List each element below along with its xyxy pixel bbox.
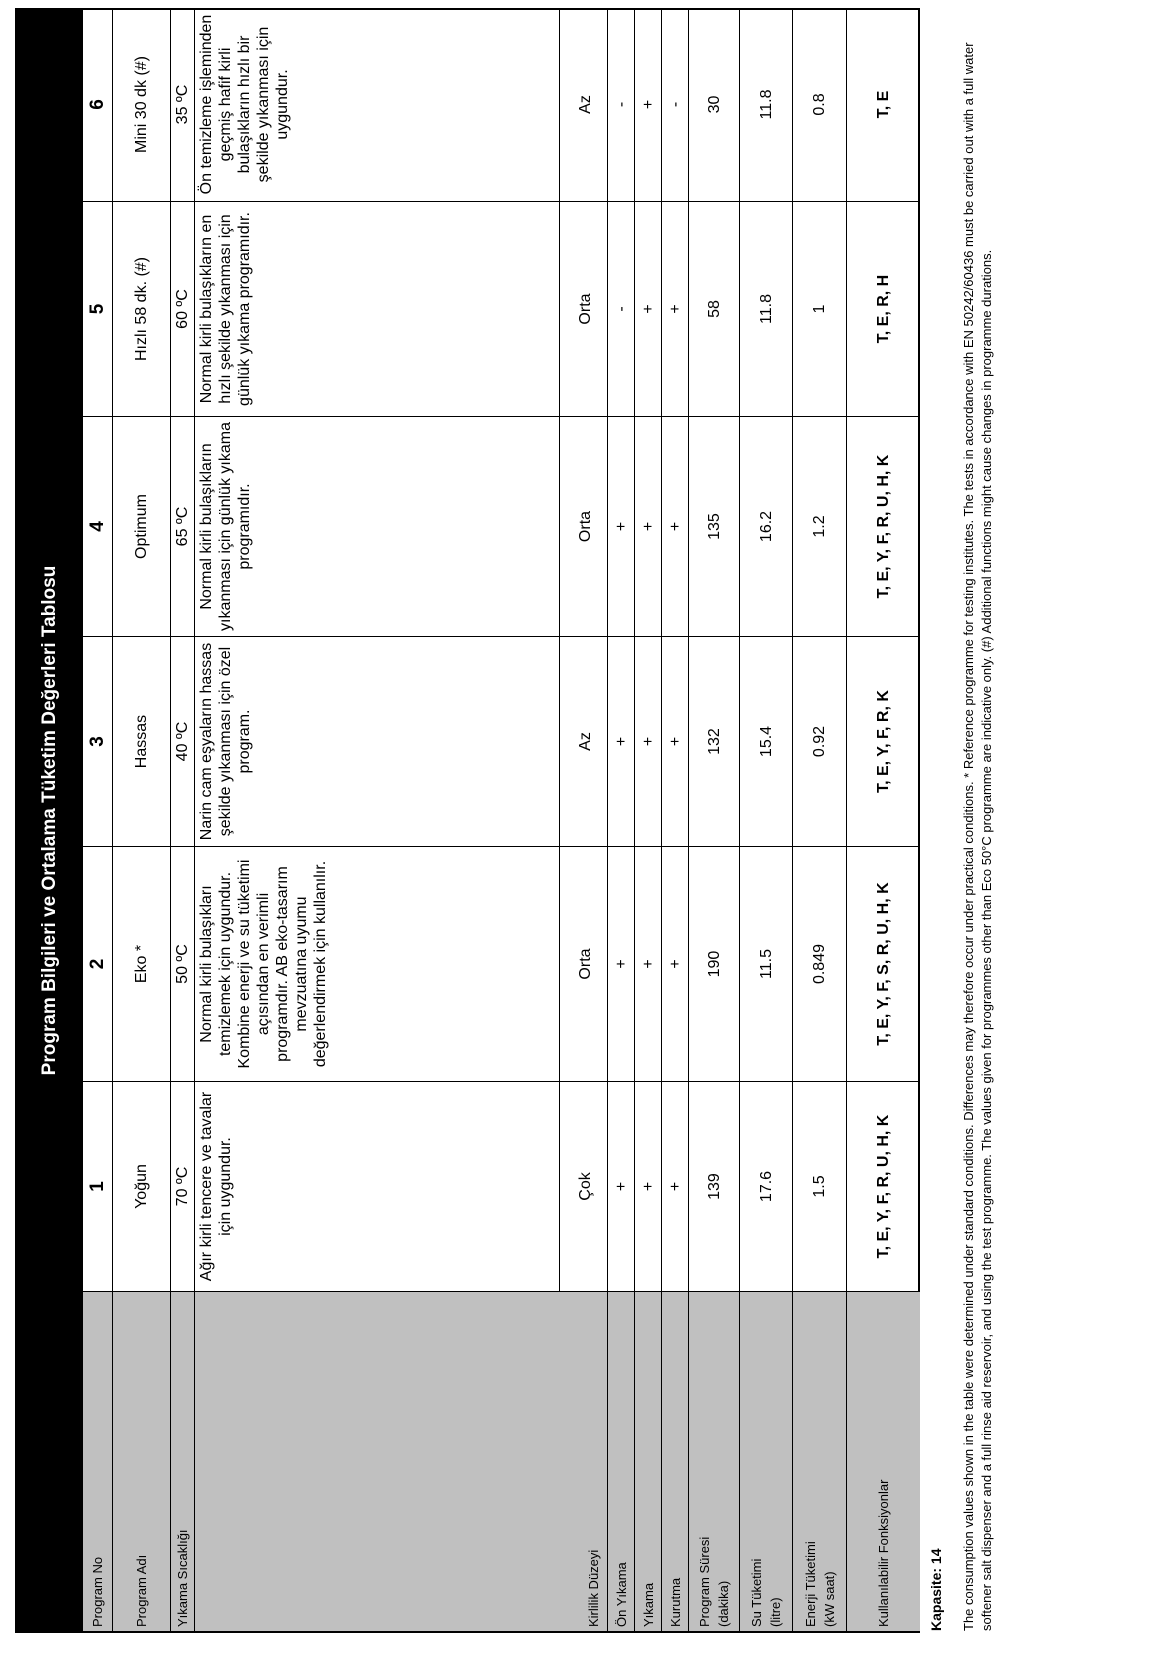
energy-5: 1 [793, 201, 846, 416]
dry-5: + [662, 201, 688, 416]
label-prewash: Ön Yıkama [608, 1291, 634, 1631]
temp-1: 70 ºC [171, 1081, 194, 1291]
label-duration: Program Süresi (dakika) [689, 1291, 739, 1631]
label-program-no: Program No [83, 1291, 112, 1631]
program-no-5: 5 [83, 201, 112, 416]
row-dry [662, 10, 689, 1631]
water-5: 11.8 [740, 201, 792, 416]
wash-5: + [635, 201, 661, 416]
soil-value-4: Orta [559, 417, 610, 636]
wash-2: + [635, 846, 661, 1081]
dry-6: - [666, 101, 684, 108]
row-temperature [171, 10, 195, 1631]
program-name-1: Yoğun [113, 1081, 170, 1291]
program-name-6: Mini 30 dk (#) [133, 56, 150, 153]
capacity-label: Kapasite: 14 [928, 1548, 944, 1631]
label-program-name: Program Adı [113, 1291, 170, 1631]
program-name-2: Eko * [113, 846, 170, 1081]
label-functions: Kullanılabilir Fonksiyonlar [847, 1291, 920, 1631]
functions-4: T, E, Y, F, R, U, H, K [847, 416, 920, 636]
program-table [15, 8, 920, 1633]
prewash-2: + [608, 846, 634, 1081]
functions-1: T, E, Y, F, R, U, H, K [847, 1081, 920, 1291]
prewash-5: - [608, 201, 634, 416]
row-water [740, 10, 793, 1631]
water-1: 17.6 [740, 1081, 792, 1291]
temp-6: 35 ºC [174, 84, 191, 125]
duration-3: 132 [689, 636, 739, 846]
program-desc-6: Ön temizleme işleminden geçmiş hafif kirli bulaşıkların hızlı bir şekilde yıkanması için uygundur. [198, 14, 291, 195]
soil-value-5: Orta [559, 202, 610, 416]
soil-value-1: Çok [559, 1082, 610, 1291]
water-4: 16.2 [740, 416, 792, 636]
program-no-1: 1 [83, 1081, 112, 1291]
program-no-6: 6 [87, 99, 108, 110]
duration-2: 190 [689, 846, 739, 1081]
duration-1: 139 [689, 1081, 739, 1291]
dry-3: + [662, 636, 688, 846]
program-desc-5: Normal kirli bulaşıkların en hızlı şekilde yıkanması için günlük yıkama programıdır. [198, 212, 253, 406]
row-wash [635, 10, 662, 1631]
soil-value-2: Orta [559, 847, 610, 1081]
row-duration [689, 10, 740, 1631]
label-soil-level: Kirlilik Düzeyi [195, 1291, 607, 1631]
functions-5: T, E, R, H [847, 201, 920, 416]
soil-cell-4 [195, 416, 607, 636]
dry-2: + [662, 846, 688, 1081]
row-prewash [608, 10, 635, 1631]
temp-3: 40 ºC [171, 636, 194, 846]
row-functions [847, 10, 920, 1631]
duration-6: 30 [705, 95, 723, 114]
energy-6: 0.8 [811, 93, 828, 116]
table-grid [83, 10, 918, 1631]
prewash-1: + [608, 1081, 634, 1291]
program-name-4: Optimum [113, 416, 170, 636]
energy-4: 1.2 [793, 416, 846, 636]
temp-5: 60 ºC [171, 201, 194, 416]
soil-cell-6 [195, 8, 607, 201]
soil-cell-3 [195, 636, 607, 846]
label-wash: Yıkama [635, 1291, 661, 1631]
wash-4: + [635, 416, 661, 636]
energy-3: 0.92 [793, 636, 846, 846]
temp-2: 50 ºC [171, 846, 194, 1081]
row-program-no [83, 10, 113, 1631]
program-desc-3: Narin cam eşyaların hassas şekilde yıkanması için özel program. [198, 642, 253, 841]
water-2: 11.5 [740, 846, 792, 1081]
soil-cell-5 [195, 201, 607, 416]
label-temperature: Yıkama Sıcaklığı [171, 1291, 194, 1631]
prewash-3: + [608, 636, 634, 846]
temp-4: 65 ºC [171, 416, 194, 636]
functions-3: T, E, Y, F, R, K [847, 636, 920, 846]
wash-1: + [635, 1081, 661, 1291]
program-no-2: 2 [83, 846, 112, 1081]
wash-3: + [635, 636, 661, 846]
duration-4: 135 [689, 416, 739, 636]
table-title: Program Bilgileri ve Ortalama Tüketim Değerleri Tablosu [17, 10, 83, 1631]
label-dry: Kurutma [662, 1291, 688, 1631]
water-6: 11.8 [757, 89, 775, 120]
soil-value-3: Az [559, 637, 610, 846]
program-name-3: Hassas [113, 636, 170, 846]
row-program-name [113, 10, 171, 1631]
label-energy: Enerji Tüketimi (kW saat) [793, 1291, 846, 1631]
prewash-6: - [612, 101, 630, 108]
row-soil-level [195, 10, 608, 1631]
water-3: 15.4 [740, 636, 792, 846]
functions-2: T, E, Y, F, S, R, U, H, K [847, 846, 920, 1081]
label-water: Su Tüketimi (litre) [740, 1291, 792, 1631]
energy-1: 1.5 [793, 1081, 846, 1291]
program-name-5: Hızlı 58 dk. (#) [113, 201, 170, 416]
program-desc-2: Normal kirli bulaşıkları temizlemek için uygundur. Kombine enerji ve su tüketimi açısından en verimli programdır. AB eko-tasarım mevzuatına uyumu değerlendirmek için kullanılır. [198, 859, 329, 1069]
functions-6: T, E [875, 90, 892, 119]
soil-cell-2 [195, 846, 607, 1081]
program-desc-1: Ağır kirli tencere ve tavalar için uygundur. [198, 1091, 234, 1282]
dry-4: + [662, 416, 688, 636]
dry-1: + [662, 1081, 688, 1291]
footnote: The consumption values shown in the table were determined under standard conditions. Differences may therefore occur under practical conditions. * Reference programme for testing institutes. The tests in accordance with EN 50242/60436 must be carried out with a full water softener salt dispenser and a full rinse aid reservoir, and using the test programme. The values given for programmes other than Eco 50°C programme are indicative only. (#) Additional functions might cause changes in programme durations. [961, 42, 994, 1631]
duration-5: 58 [689, 201, 739, 416]
soil-cell-1 [195, 1081, 607, 1291]
row-energy [793, 10, 847, 1631]
program-no-4: 4 [83, 416, 112, 636]
prewash-4: + [608, 416, 634, 636]
soil-value-6: Az [559, 8, 610, 201]
program-desc-4: Normal kirli bulaşıkların yıkanması için günlük yıkama programıdır. [198, 422, 253, 631]
energy-2: 0.849 [793, 846, 846, 1081]
wash-6: + [639, 99, 657, 110]
program-no-3: 3 [83, 636, 112, 846]
